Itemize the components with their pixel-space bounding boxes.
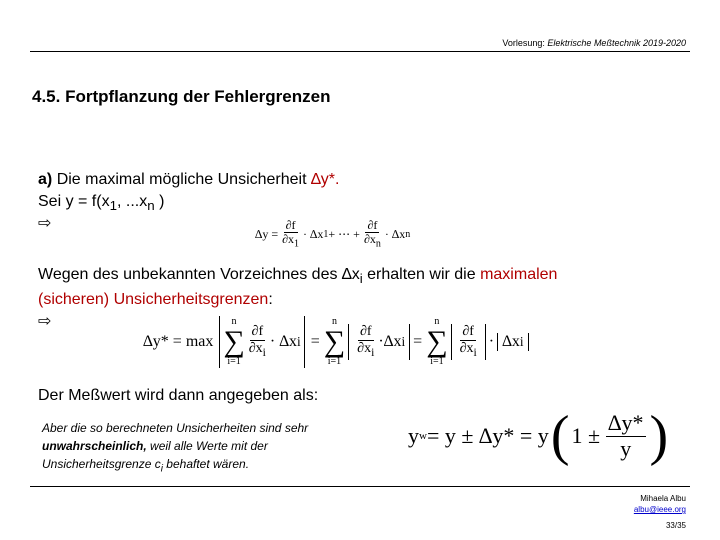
note-dot: . <box>245 457 250 471</box>
eq1-den1: ∂x <box>282 232 295 247</box>
eq2-sum2-sigma: ∑ <box>323 325 346 358</box>
eq2-mul: · ∆x <box>269 333 298 350</box>
eq2-abs2 <box>451 324 486 359</box>
eq3-lhs-sub: w <box>419 430 427 442</box>
eq2-sum3-upper: n <box>434 316 440 327</box>
sei-mid: , ...x <box>117 193 148 210</box>
footer-email-link[interactable]: albu@ieee.org <box>633 505 686 514</box>
messwert-line: Der Meßwert wird dann angegeben als: <box>38 387 319 404</box>
wegen-text1: Wegen des unbekannten Vorzeichnes des <box>38 266 342 283</box>
eq1-den1-sub: 1 <box>294 238 300 250</box>
eq1-frac1 <box>280 219 301 250</box>
sei-end: ) <box>154 193 165 210</box>
note-l3b: behaftet wären <box>162 457 246 471</box>
eq2-den3: ∂x <box>459 340 474 356</box>
note-bold: unwahrscheinlich, <box>42 439 147 453</box>
eq2-mul-sub: i <box>297 334 301 349</box>
eq1-frac2 <box>362 219 383 250</box>
wegen-paragraph <box>38 264 658 310</box>
sei-subn: n <box>147 198 155 214</box>
eq2-frac2 <box>355 324 376 359</box>
eq2-sum3-lower: i=1 <box>430 356 444 367</box>
header-rule <box>30 51 690 52</box>
eq2-right-bar <box>304 316 305 368</box>
eq2-abs-mul1: · <box>378 332 384 350</box>
eq3-right-paren: ) <box>649 405 669 467</box>
wegen-text2: erhalten wir die <box>362 266 481 283</box>
eq2-den2-sub: i <box>371 345 375 359</box>
eq2-sum3 <box>426 317 447 367</box>
section-a-line <box>38 169 339 190</box>
eq2-eq2: = <box>413 333 423 350</box>
note-l3a: Unsicherheitsgrenze c <box>42 457 161 471</box>
section-a-symbol: ∆y*. <box>311 171 340 188</box>
eq2-abs-mul2: · <box>488 333 495 350</box>
equation-max-uncertainty <box>143 316 532 368</box>
note-l1: Aber die so berechneten Unsicherheiten sind sehr <box>42 421 309 435</box>
eq1-plus: + ⋯ + <box>328 226 360 241</box>
footer-rule <box>30 486 690 487</box>
eq1-num1: ∂f <box>285 218 296 232</box>
eq2-frac1 <box>247 324 268 359</box>
eq2-sum1-upper: n <box>231 316 237 327</box>
header-prefix: Vorlesung: <box>502 38 548 48</box>
eq2-eq1: = <box>310 333 320 350</box>
footer-page: 33/35 <box>665 521 686 530</box>
wegen-colon: : <box>268 291 273 309</box>
footer-email[interactable] <box>634 505 686 514</box>
sei-sub1: 1 <box>109 198 117 214</box>
eq2-abs-dx1: ∆x <box>383 332 402 350</box>
wegen-red2: (sicheren) Unsicherheitsgrenzen <box>38 291 269 309</box>
eq2-num3: ∂f <box>462 324 474 340</box>
eq2-lhs: ∆y* = max <box>143 333 214 350</box>
lecture-header <box>502 38 686 48</box>
eq3-num: ∆y* <box>608 410 644 436</box>
eq3-one: 1 ± <box>571 423 601 448</box>
eq3-den: y <box>620 435 632 461</box>
eq3-mid: = y ± ∆y* = y <box>426 423 549 448</box>
wegen-dx: ∆x <box>341 266 360 283</box>
eq3-frac <box>606 411 645 460</box>
eq1-mul2-sub: n <box>405 228 411 240</box>
eq3-lhs: y <box>408 423 419 448</box>
eq2-num1: ∂f <box>251 324 264 340</box>
eq1-mul2: · ∆x <box>384 226 406 241</box>
eq2-sum1-sigma: ∑ <box>223 325 245 358</box>
eq2-sum1 <box>223 317 244 367</box>
eq2-den1-sub: i <box>262 345 266 359</box>
eq2-sum2-upper: n <box>331 316 337 327</box>
eq2-frac3 <box>458 324 479 359</box>
note-l2: weil alle Werte mit der <box>146 439 268 453</box>
equation-measured-value <box>408 405 669 467</box>
eq1-lhs: ∆y = <box>255 226 279 241</box>
sei-line <box>38 191 164 216</box>
eq2-sum2 <box>324 317 345 367</box>
equation-linear <box>255 219 410 250</box>
eq2-num2: ∂f <box>359 324 372 340</box>
eq1-mul1-sub: 1 <box>323 228 329 240</box>
section-a-text: Die maximal mögliche Unsicherheit <box>56 171 307 188</box>
eq1-den2: ∂x <box>363 232 376 247</box>
eq3-left-paren: ( <box>550 405 570 467</box>
eq2-left-bar <box>219 316 220 368</box>
eq2-abs3 <box>497 333 529 351</box>
eq2-sum3-sigma: ∑ <box>426 325 448 358</box>
eq2-abs-dx2: ∆x <box>502 333 520 350</box>
wegen-red1: maximalen <box>480 266 558 283</box>
footer-author: Mihaela Albu <box>640 494 686 503</box>
note-l3-sub: i <box>160 463 163 475</box>
wegen-dx-sub: i <box>359 271 363 287</box>
arrow-icon-2: ⇨ <box>38 313 52 330</box>
eq2-abs1 <box>348 324 410 359</box>
sei-text: Sei y = f(x <box>38 193 110 210</box>
eq2-den3-sub: i <box>473 345 477 359</box>
page-title: 4.5. Fortpflanzung der Fehlergrenzen <box>32 87 331 106</box>
eq2-den1: ∂x <box>248 340 263 356</box>
eq2-abs-sub1: i <box>401 333 406 349</box>
eq2-abs-sub2: i <box>519 334 524 349</box>
eq1-num2: ∂f <box>367 218 378 232</box>
arrow-icon: ⇨ <box>38 215 52 232</box>
eq2-sum1-lower: i=1 <box>227 356 241 367</box>
note-paragraph <box>42 419 372 478</box>
eq1-mul1: · ∆x <box>303 226 324 241</box>
section-a-label: a) <box>38 171 53 188</box>
eq2-den2: ∂x <box>357 340 372 356</box>
eq1-den2-sub: n <box>375 238 381 250</box>
header-course: Elektrische Meßtechnik 2019-2020 <box>547 38 686 48</box>
eq2-sum2-lower: i=1 <box>327 356 342 367</box>
